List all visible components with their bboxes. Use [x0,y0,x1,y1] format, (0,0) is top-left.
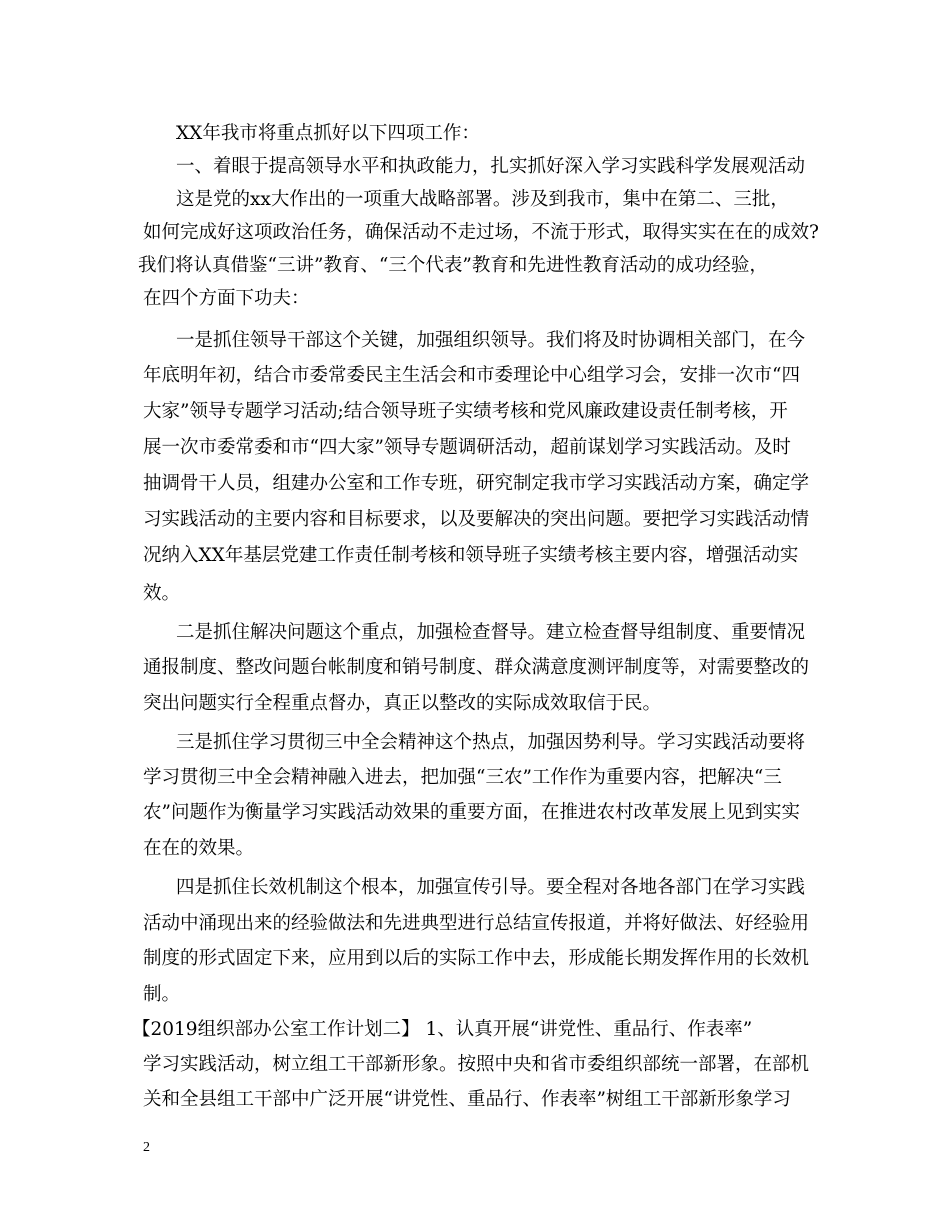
text-line: 活动中涌现出来的经验做法和先进典型进行总结宣传报道，并将好做法、好经验用 [143,913,810,934]
text-line: 学习实践活动，树立组工干部新形象。按照中央和省市委组织部统一部署，在部机 [143,1054,810,1075]
text-line: 制度的形式固定下来，应用到以后的实际工作中去，形成能长期发挥作用的长效机 [143,948,810,969]
text-line: 【2019组织部办公室工作计划二】 1、认真开展“讲党性、重品行、作表率” [132,1019,753,1040]
text-line: 在在的效果。 [143,838,255,859]
text-line: 我们将认真借鉴“三讲”教育、“三个代表”教育和先进性教育活动的成功经验， [138,255,768,276]
text-line: 这是党的xx大作出的一项重大战略部署。涉及到我市，集中在第二、三批， [176,189,789,210]
text-line: 突出问题实行全程重点督办，真正以整改的实际成效取信于民。 [143,693,662,714]
text-line: 在四个方面下功夫： [143,288,310,309]
text-line: 一、着眼于提高领导水平和执政能力，扎实抓好深入学习实践科学发展观活动 [176,156,806,177]
text-line: 三是抓住学习贯彻三中全会精神这个热点，加强因势利导。学习实践活动要将 [176,732,806,753]
text-line: 展一次市委常委和市“四大家”领导专题调研活动，超前谋划学习实践活动。及时 [143,437,791,458]
text-line: 如何完成好这项政治任务，确保活动不走过场，不流于形式，取得实实在在的成效? [143,222,819,243]
page-number: 2 [143,1140,150,1155]
text-line: 四是抓住长效机制这个根本，加强宣传引导。要全程对各地各部门在学习实践 [176,877,806,898]
text-line: 制。 [143,984,181,1005]
text-line: XX年我市将重点抓好以下四项工作： [176,123,480,144]
text-line: 关和全县组工干部中广泛开展“讲党性、重品行、作表率”树组工干部新形象学习 [143,1089,791,1110]
text-line: 年底明年初，结合市委常委民主生活会和市委理论中心组学习会，安排一次市“四 [143,365,800,386]
text-line: 大家”领导专题学习活动;结合领导班子实绩考核和党风廉政建设责任制考核，开 [143,401,788,422]
text-line: 况纳入XX年基层党建工作责任制考核和领导班子实绩考核主要内容，增强活动实 [143,545,799,566]
text-line: 习实践活动的主要内容和目标要求，以及要解决的突出问题。要把学习实践活动情 [143,509,810,530]
text-line: 二是抓住解决问题这个重点，加强检查督导。建立检查督导组制度、重要情况 [176,622,806,643]
text-line: 效。 [143,583,181,604]
text-line: 抽调骨干人员，组建办公室和工作专班，研究制定我市学习实践活动方案，确定学 [143,473,810,494]
text-line: 农”问题作为衡量学习实践活动效果的重要方面，在推进农村改革发展上见到实实 [143,802,800,823]
text-line: 一是抓住领导干部这个关键，加强组织领导。我们将及时协调相关部门，在今 [176,330,806,351]
text-line: 通报制度、整改问题台帐制度和销号制度、群众满意度测评制度等，对需要整改的 [143,657,810,678]
text-line: 学习贯彻三中全会精神融入进去，把加强“三农”工作作为重要内容，把解决“三 [143,767,782,788]
